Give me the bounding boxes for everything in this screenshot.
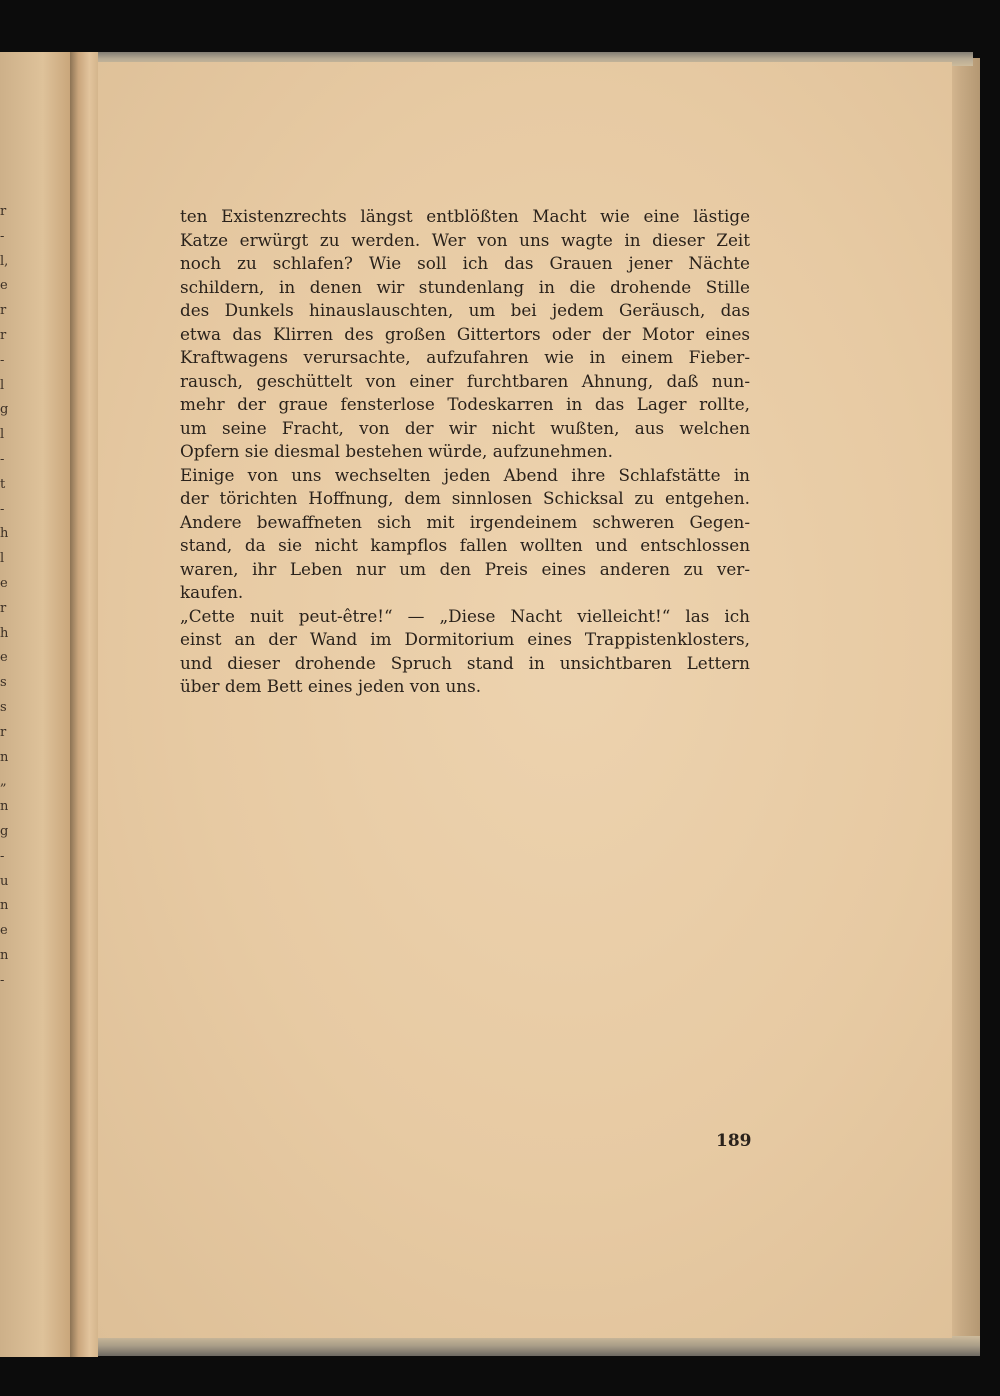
margin-letter: r (0, 724, 7, 740)
body-text (180, 205, 750, 699)
margin-letter: e (0, 650, 8, 666)
text-line: etwa das Klirren des großen Gittertors oder der Motor eines (180, 323, 750, 344)
margin-letter: e (0, 278, 8, 294)
text-line: schildern, in denen wir stundenlang in die drohende Stille (180, 276, 750, 297)
margin-letter: - (0, 972, 5, 988)
text-line: waren, ihr Leben nur um den Preis eines anderen zu ver- (180, 558, 750, 579)
margin-letter: - (0, 501, 5, 517)
margin-letter: „ (0, 774, 7, 790)
text-line: und dieser drohende Spruch stand in unsichtbaren Lettern (180, 652, 750, 673)
margin-letter: h (0, 526, 9, 542)
left-page-margin-text (0, 200, 14, 994)
margin-letter: r (0, 204, 7, 219)
text-line: mehr der graue fensterlose Todeskarren in das Lager rollte, (180, 394, 750, 414)
margin-letter: - (0, 352, 5, 368)
text-line: Andere bewaffneten sich mit irgendeinem schweren Gegen- (180, 511, 750, 532)
page-number: 189 (716, 1131, 752, 1151)
margin-letter: - (0, 451, 5, 467)
margin-letter: e (0, 923, 8, 939)
text-line: Opfern sie diesmal bestehen würde, aufzunehmen. (180, 441, 613, 461)
text-line: der törichten Hoffnung, dem sinnlosen Schicksal zu entgehen. (180, 488, 750, 508)
margin-letter: l (0, 377, 5, 393)
text-line: um seine Fracht, von der wir nicht wußten, aus welchen (180, 417, 750, 438)
text-line: einst an der Wand im Dormitorium eines Trappistenklosters, (180, 629, 750, 649)
margin-letter: n (0, 898, 9, 914)
margin-letter: g (0, 823, 9, 839)
margin-letter: e (0, 575, 8, 591)
text-line: stand, da sie nicht kampflos fallen wollten und entschlossen (180, 535, 750, 555)
margin-letter: - (0, 228, 5, 244)
margin-letter: t (0, 476, 6, 492)
book-bottom-edge (75, 1336, 980, 1356)
book-fore-edge (948, 58, 980, 1350)
margin-letter: s (0, 675, 7, 691)
text-line: Kraftwagens verursachte, aufzufahren wie in einem Fieber- (180, 347, 750, 367)
text-line: Einige von uns wechselten jeden Abend ihre Schlafstätte in (180, 464, 750, 485)
margin-letter: - (0, 848, 5, 864)
text-line: Katze erwürgt zu werden. Wer von uns wagte in dieser Zeit (180, 229, 750, 250)
text-line: noch zu schlafen? Wie soll ich das Grauen jener Nächte (180, 253, 750, 273)
margin-letter: l (0, 427, 5, 443)
text-line: „Cette nuit peut-être!“ — „Diese Nacht vielleicht!“ las ich (180, 605, 750, 626)
margin-letter: r (0, 303, 7, 319)
text-line: kaufen. (180, 582, 244, 602)
text-line: des Dunkels hinauslauschten, um bei jedem Geräusch, das (180, 300, 750, 320)
margin-letter: u (0, 873, 9, 889)
margin-letter: l, (0, 253, 9, 269)
text-line: rausch, geschüttelt von einer furchtbaren Ahnung, daß nun- (180, 370, 750, 391)
margin-letter: n (0, 799, 9, 815)
margin-letter: n (0, 749, 9, 765)
book-gutter (70, 52, 98, 1357)
margin-letter: g (0, 402, 9, 418)
margin-letter: s (0, 699, 7, 715)
margin-letter: r (0, 327, 7, 343)
margin-letter: l (0, 551, 5, 567)
text-line: über dem Bett eines jeden von uns. (180, 676, 482, 696)
margin-letter: r (0, 600, 7, 616)
margin-letter: h (0, 625, 9, 641)
margin-letter: n (0, 947, 9, 963)
text-line: ten Existenzrechts längst entblößten Macht wie eine lästige (180, 206, 750, 226)
